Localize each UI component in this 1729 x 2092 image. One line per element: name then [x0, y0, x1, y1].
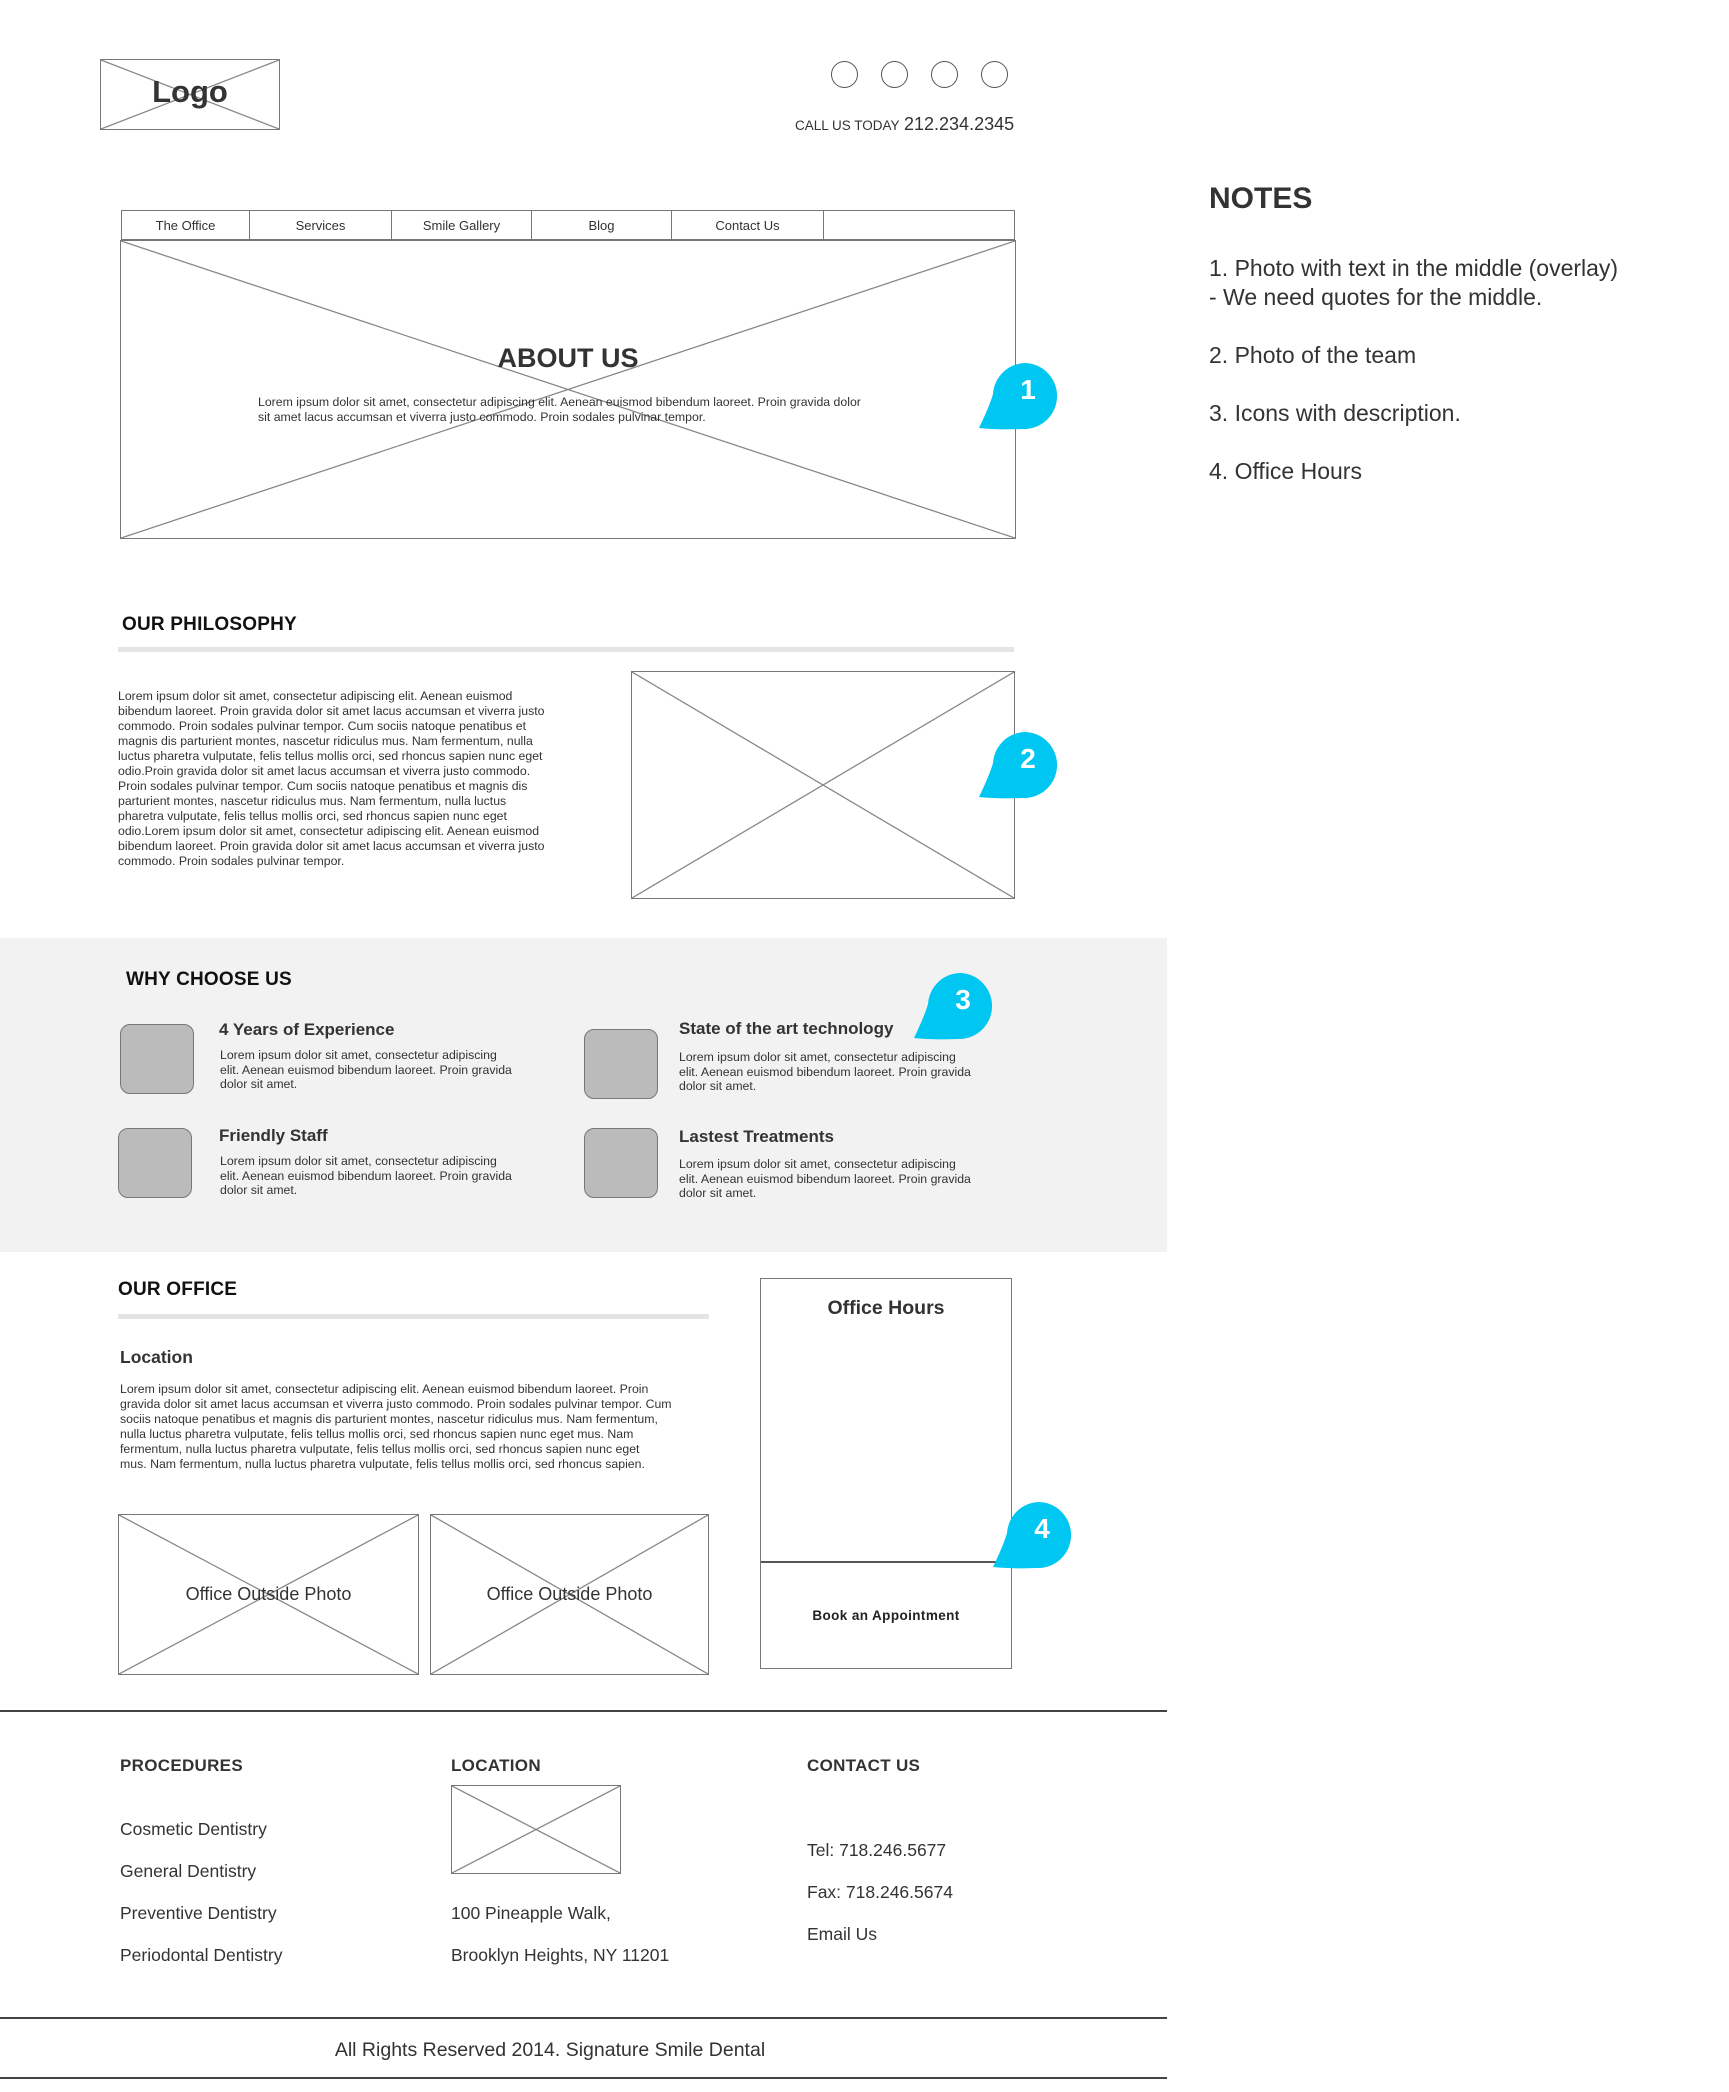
feature-description [220, 1048, 540, 1092]
office-line: sociis natoque penatibus et magnis dis parturient montes, nascetur ridiculus mus. Nam fermentum, [120, 1412, 658, 1426]
social-circle-icon[interactable] [981, 61, 1008, 88]
philosophy-line: magnis dis parturient montes, nascetur ridiculus mus. Nam fermentum, nulla [118, 734, 533, 748]
footer-fax: Fax: 718.246.5674 [807, 1882, 953, 1902]
feature-desc-line: dolor sit amet. [679, 1186, 757, 1200]
philosophy-title: OUR PHILOSOPHY [122, 614, 297, 635]
logo-placeholder[interactable] [100, 59, 280, 130]
philosophy-divider [118, 647, 1014, 652]
callout-marker-4 [992, 1499, 1078, 1569]
hero-photo-placeholder [120, 240, 1016, 539]
philosophy-line: luctus pharetra vulputate, felis tellus mollis orci, sed rhoncus sapien nunc eget [118, 749, 543, 763]
feature-desc-line: elit. Aenean euismod bibendum laoreet. Proin gravida [220, 1168, 512, 1183]
feature-desc-line: dolor sit amet. [220, 1183, 298, 1197]
nav-item-contact-us[interactable]: Contact Us [672, 211, 824, 239]
nav-item-services[interactable]: Services [250, 211, 392, 239]
philosophy-line: odio.Lorem ipsum dolor sit amet, consectetur adipiscing elit. Aenean euismod [118, 824, 540, 838]
callout-number: 1 [1020, 374, 1036, 405]
feature-desc-line: elit. Aenean euismod bibendum laoreet. Proin gravida [679, 1064, 971, 1079]
hero-body-line: Lorem ipsum dolor sit amet, consectetur adipiscing elit. Aenean euismod bibendum laoreet. Proin gravida dolor [258, 395, 861, 409]
footer-email-link[interactable]: Email Us [807, 1924, 878, 1944]
social-circle-icon[interactable] [931, 61, 958, 88]
feature-icon [120, 1024, 194, 1094]
footer-link-general[interactable]: General Dentistry [120, 1861, 257, 1881]
footer-tel[interactable]: Tel: 718.246.5677 [807, 1840, 947, 1860]
philosophy-line: commodo. Proin sodales pulvinar tempor. [118, 854, 345, 868]
office-photo-label: Office Outside Photo [486, 1584, 653, 1604]
feature-title: State of the art technology [679, 1019, 894, 1038]
philosophy-line: pharetra vulputate, felis tellus mollis orci, sed rhoncus sapien nunc eget [118, 809, 507, 823]
philosophy-line: Proin sodales pulvinar tempor. Cum sociis natoque penatibus et magnis dis [118, 779, 528, 793]
main-nav [121, 210, 1015, 240]
feature-description [220, 1154, 540, 1198]
feature-title: 4 Years of Experience [219, 1020, 395, 1039]
feature-desc-line: elit. Aenean euismod bibendum laoreet. Proin gravida [220, 1062, 512, 1077]
office-text [120, 1382, 672, 1472]
feature-desc-line: Lorem ipsum dolor sit amet, consectetur adipiscing [220, 1048, 497, 1062]
callout-number: 3 [955, 984, 971, 1015]
callout-number: 4 [1034, 1513, 1050, 1544]
philosophy-line: bibendum laoreet. Proin gravida dolor sit amet lacus accumsan et viverra justo [118, 704, 545, 718]
philosophy-line: bibendum laoreet. Proin gravida dolor sit amet lacus accumsan et viverra justo [118, 839, 545, 853]
hero-title: ABOUT US [497, 343, 639, 373]
nav-item-the-office[interactable]: The Office [122, 211, 250, 239]
office-hours-title: Office Hours [827, 1297, 945, 1319]
note-2: 2. Photo of the team [1209, 342, 1417, 368]
nav-item-empty[interactable] [824, 211, 1014, 239]
nav-item-smile-gallery[interactable]: Smile Gallery [392, 211, 532, 239]
philosophy-line: Lorem ipsum dolor sit amet, consectetur adipiscing elit. Aenean euismod [118, 689, 513, 703]
nav-item-blog[interactable]: Blog [532, 211, 672, 239]
philosophy-line: commodo. Proin sodales pulvinar tempor. Cum sociis natoque penatibus et [118, 719, 527, 733]
callout-number: 2 [1020, 743, 1036, 774]
feature-description [679, 1050, 999, 1094]
notes-title: NOTES [1209, 182, 1313, 215]
procedures-title: PROCEDURES [120, 1756, 243, 1775]
feature-icon [584, 1029, 658, 1099]
office-photo-placeholder [430, 1514, 709, 1675]
note-4: 4. Office Hours [1209, 458, 1362, 484]
footer-link-periodontal[interactable]: Periodontal Dentistry [120, 1945, 283, 1965]
footer-link-cosmetic[interactable]: Cosmetic Dentistry [120, 1819, 267, 1839]
philosophy-text [118, 689, 545, 869]
why-choose-us-title: WHY CHOOSE US [126, 969, 292, 990]
feature-description [679, 1157, 999, 1201]
logo-text: Logo [152, 74, 228, 109]
hero-body-line: sit amet lacus accumsan et viverra justo commodo. Proin sodales pulvinar tempor. [258, 410, 706, 424]
address-line-1: 100 Pineapple Walk, [451, 1903, 611, 1923]
philosophy-line: odio.Proin gravida dolor sit amet lacus accumsan et viverra justo commodo. [118, 764, 531, 778]
call-us [795, 114, 1014, 135]
office-line: nulla luctus pharetra vulputate, felis tellus mollis orci, sed rhoncus sapien nunc eget mus. Nam [120, 1427, 634, 1441]
footer-location-title: LOCATION [451, 1756, 541, 1775]
phone-number[interactable]: 212.234.2345 [904, 114, 1015, 134]
office-divider [118, 1314, 709, 1319]
feature-desc-line: Lorem ipsum dolor sit amet, consectetur adipiscing [679, 1157, 956, 1171]
map-placeholder[interactable] [451, 1785, 621, 1874]
note-3: 3. Icons with description. [1209, 400, 1461, 426]
office-line: mus. Nam fermentum, nulla luctus pharetra vulputate, felis tellus mollis orci, sed rhoncus sapien. [120, 1457, 645, 1471]
feature-title: Lastest Treatments [679, 1127, 834, 1146]
office-photo-label: Office Outside Photo [185, 1584, 352, 1604]
feature-desc-line: elit. Aenean euismod bibendum laoreet. Proin gravida [679, 1171, 971, 1186]
feature-icon [118, 1128, 192, 1198]
office-title: OUR OFFICE [118, 1279, 238, 1300]
office-hours-panel [760, 1278, 1012, 1669]
office-line: Lorem ipsum dolor sit amet, consectetur adipiscing elit. Aenean euismod bibendum laoreet. Proin [120, 1382, 649, 1396]
feature-desc-line: dolor sit amet. [220, 1077, 298, 1091]
hero-body [258, 395, 861, 425]
callout-marker-3 [913, 970, 999, 1040]
feature-title: Friendly Staff [219, 1126, 328, 1145]
book-appointment-button[interactable]: Book an Appointment [812, 1607, 960, 1623]
footer-top-divider [0, 1710, 1167, 1712]
call-us-label: CALL US TODAY [795, 118, 900, 133]
feature-desc-line: Lorem ipsum dolor sit amet, consectetur adipiscing [220, 1154, 497, 1168]
office-photo-placeholder [118, 1514, 419, 1675]
callout-marker-2 [978, 729, 1064, 799]
team-photo-placeholder [631, 671, 1015, 899]
copyright-text: All Rights Reserved 2014. Signature Smile Dental [334, 2039, 766, 2061]
location-label: Location [120, 1347, 193, 1367]
social-circle-icon[interactable] [881, 61, 908, 88]
note-1b: - We need quotes for the middle. [1209, 284, 1543, 310]
note-1a: 1. Photo with text in the middle (overlay) [1209, 255, 1619, 281]
office-line: fermentum, nulla luctus pharetra vulputate, felis tellus mollis orci, sed rhoncus sapien nunc eget [120, 1442, 640, 1456]
contact-us-title: CONTACT US [807, 1756, 921, 1775]
office-line: gravida dolor sit amet lacus accumsan et viverra justo commodo. Proin sodales pulvinar tempor. Cum [120, 1397, 672, 1411]
social-circle-icon[interactable] [831, 61, 858, 88]
philosophy-line: parturient montes, nascetur ridiculus mus. Nam fermentum, nulla luctus [118, 794, 507, 808]
feature-desc-line: dolor sit amet. [679, 1079, 757, 1093]
footer-copyright-top-divider [0, 2017, 1167, 2019]
footer-link-preventive[interactable]: Preventive Dentistry [120, 1903, 277, 1923]
feature-desc-line: Lorem ipsum dolor sit amet, consectetur adipiscing [679, 1050, 956, 1064]
feature-icon [584, 1128, 658, 1198]
footer-bottom-divider [0, 2077, 1167, 2079]
address-line-2: Brooklyn Heights, NY 11201 [451, 1945, 670, 1965]
callout-marker-1 [978, 360, 1064, 430]
